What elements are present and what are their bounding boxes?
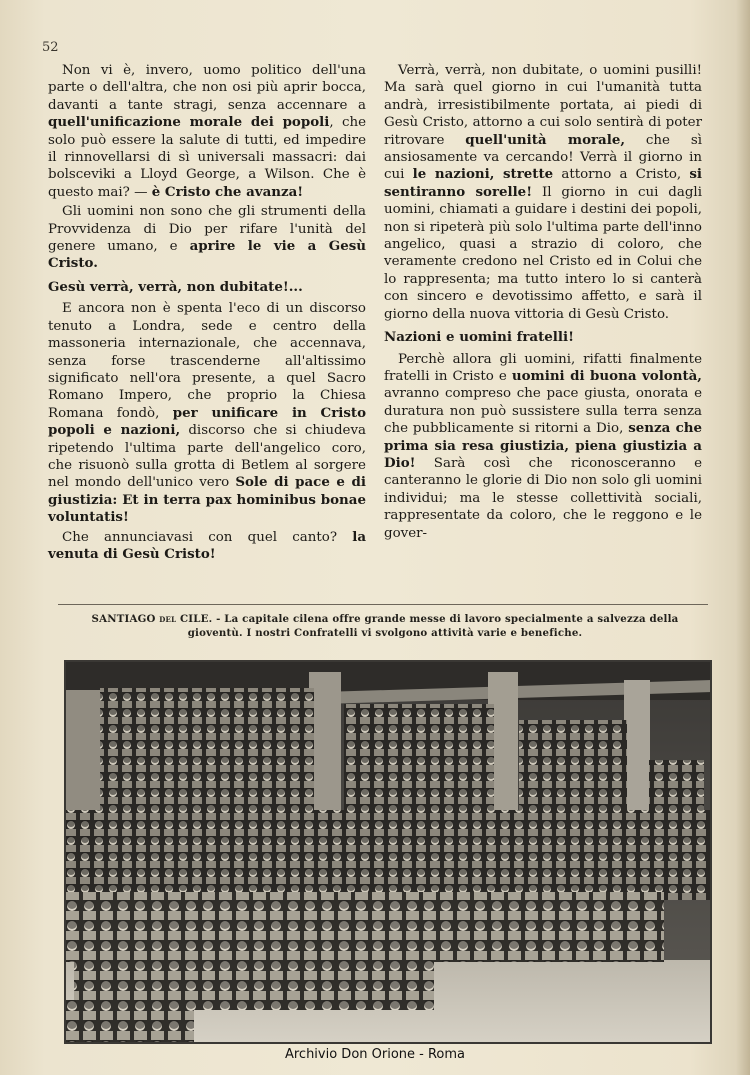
bold-text: si sentiranno sorelle! (384, 166, 703, 200)
bold-text: quell'unificazione morale dei popoli (48, 114, 330, 131)
left-text-column (48, 62, 366, 563)
text-run: , che solo può essere la salute di tutti, ed impedire il rinnovellarsi di sì universali massacri: dai bolsceviki a Lloyd George, a Wilson. Che è questo mai? — (48, 115, 366, 200)
bold-text: le nazioni, strette (412, 166, 554, 183)
photo-caption (80, 612, 690, 640)
bold-text: Gesù verrà, verrà, non dubitate!... (48, 278, 303, 295)
text-run: Sarà così che riconosceranno e canteranno le glorie di Dio non solo gli uomini individui; ma le stesse collettività sociali, rappresentate da coloro, che le reggono e le gover- (384, 455, 702, 541)
page-number: 52 (42, 40, 59, 55)
caption-place: SANTIAGO del CILE. (91, 613, 213, 625)
bold-text: senza che prima sia resa giustizia, piena giustizia a Dio! (384, 420, 702, 471)
group-photo-image (64, 660, 712, 1044)
page-edge-shadow (736, 0, 750, 1075)
text-run: attorno a Cristo, (553, 167, 690, 183)
paragraph (48, 203, 366, 273)
text-run: Gli uomini non sono che gli strumenti della Provvidenza di Dio per rifare l'unità del genere umano, e (48, 204, 366, 255)
paragraph (48, 300, 366, 526)
paragraph (48, 529, 366, 564)
text-run: Perchè allora gli uomini, rifatti finalmente fratelli in Cristo e (384, 351, 702, 384)
right-text-column (384, 62, 702, 542)
text-run: avranno compreso che pace giusta, onorata e duratura non può sussistere sulla terra senza che pubblicamente si ritorni a Dio, (384, 386, 702, 437)
bold-text: uomini di buona volontà, (511, 367, 702, 384)
archive-footer: Archivio Don Orione - Roma (284, 1047, 466, 1062)
text-run: Verrà, verrà, non dubitate, o uomini pusilli! Ma sarà quel giorno in cui l'umanità tutta andrà, irresistibilmente portata, ai piedi di Gesù Cristo, attorno a cui solo sentirà di poter ritrovare (384, 63, 702, 148)
text-run: Non vi è, invero, uomo politico dell'una parte o dell'altra, che non osi più aprir bocca, davanti a tante stragi, senza accennare a (48, 63, 366, 113)
paragraph (384, 62, 702, 323)
section-heading (384, 329, 702, 346)
text-run: Il giorno in cui dagli uomini, chiamati a guidare i destini dei popoli, non si ripeterà più solo l'ultima parte dell'inno angelico, quasi a strazio di coloro, che veramente credono nel Cristo ed in Colui che lo rappresenta; ma tutto intero lo si canterà con sincero e devotissimo affetto, e sarà il giorno della nuova vittoria di Gesù Cristo. (384, 184, 702, 322)
text-run: discorso che si chiudeva ripetendo l'ultima parte dell'angelico coro, che risuonò sulla grotta di Betlem al sorgere nel mondo dell'unico vero (48, 423, 366, 491)
bold-text: aprire le vie a Gesù Cristo. (48, 238, 366, 272)
text-run: E ancora non è spenta l'eco di un discorso tenuto a Londra, sede e centro della massoneria internazionale, che accennava, senza forse trascenderne all'altissimo significato nell'ora presente, a quel Sacro Romano Impero, che proprio la Chiesa Romana fondò, (48, 301, 366, 421)
text-run: Che annunciavasi con quel canto? (62, 529, 353, 545)
bold-text: la venuta di Gesù Cristo! (48, 528, 366, 562)
caption-text: - La capitale cilena offre grande messe di lavoro specialmente a salvezza della gioventù. I nostri Confratelli vi svolgono attività varie e benefiche. (187, 613, 679, 639)
section-heading (48, 279, 366, 296)
bold-text: Nazioni e uomini fratelli! (384, 329, 574, 346)
group-photo (64, 660, 712, 1044)
bold-text: è Cristo che avanza! (151, 183, 304, 200)
bold-text: Sole di pace e di giustizia: Et in terra pax hominibus bonae voluntatis! (48, 474, 366, 526)
bold-text: per unificare in Cristo popoli e nazioni, (48, 404, 366, 439)
text-run: che sì ansiosamente va cercando! Verrà il giorno in cui (384, 132, 702, 183)
paragraph (384, 351, 702, 542)
bold-text: quell'unità morale, (465, 131, 626, 148)
paragraph (48, 62, 366, 201)
caption-divider (58, 604, 708, 605)
